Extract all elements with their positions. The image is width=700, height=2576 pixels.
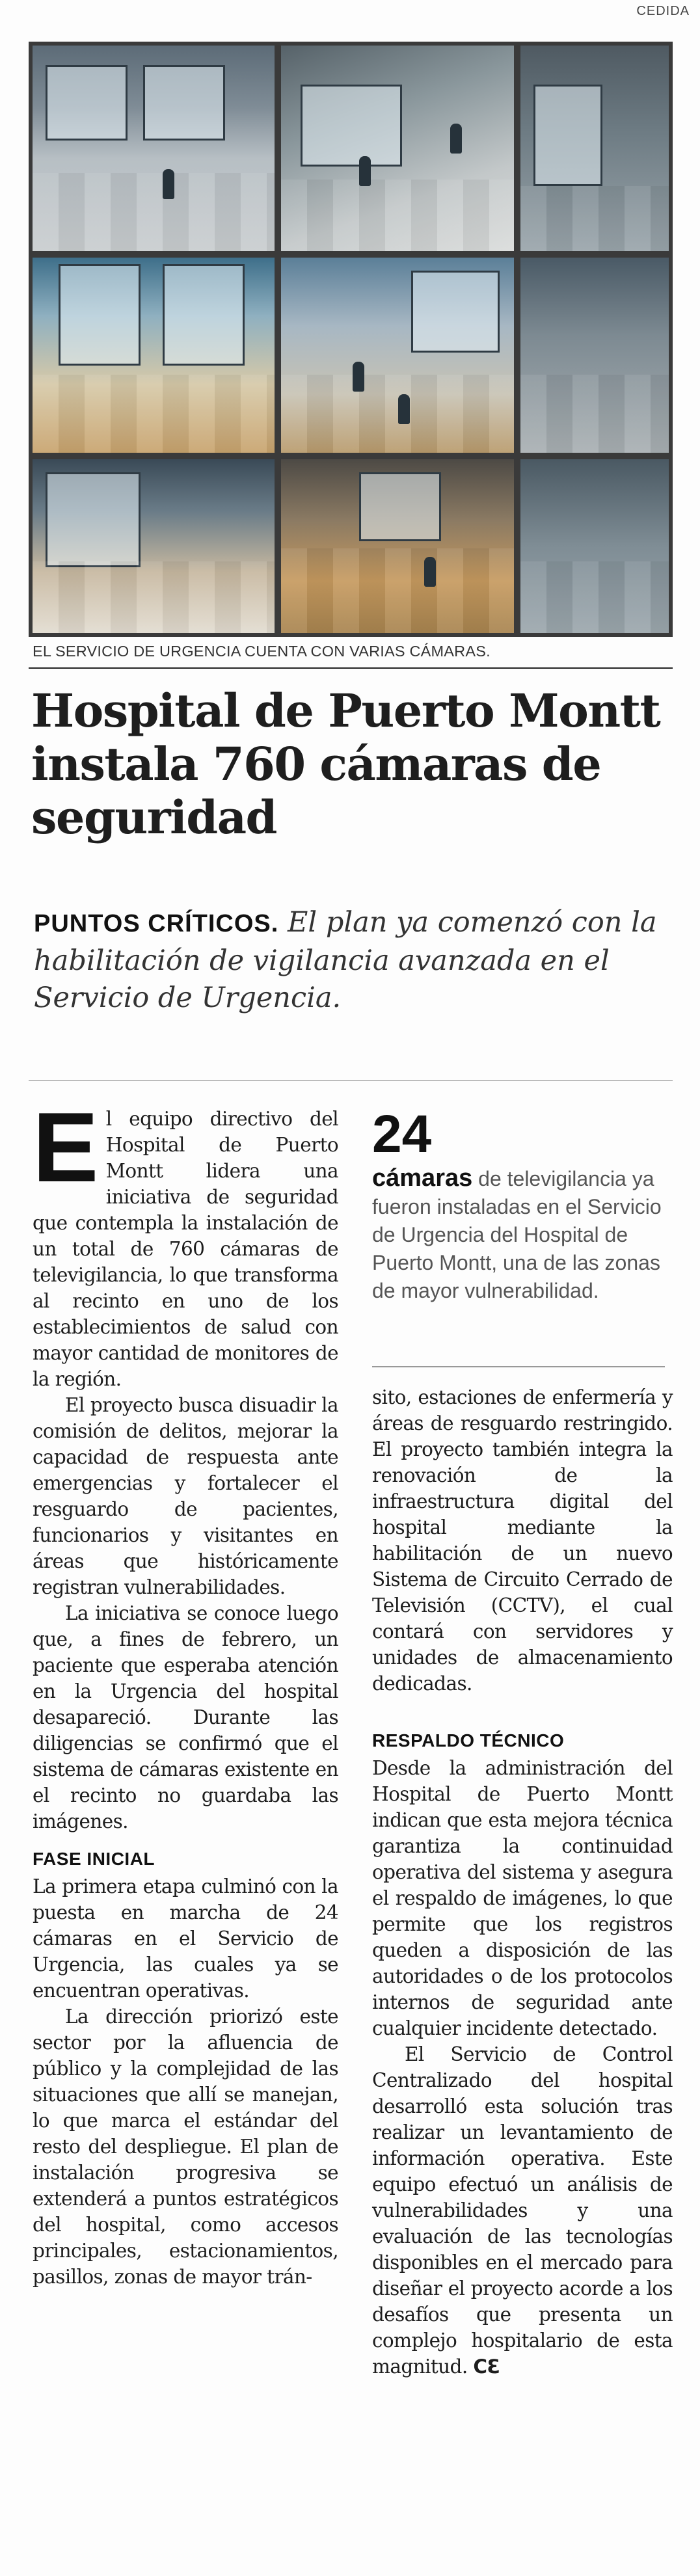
cctv-photo [29, 42, 673, 637]
subhead-fase-inicial: FASE INICIAL [33, 1849, 155, 1869]
camera-feed [281, 46, 514, 251]
camera-feed [33, 46, 275, 251]
photo-credit: CEDIDA [636, 4, 690, 18]
photo-caption: EL SERVICIO DE URGENCIA CUENTA CON VARIAS CÁMARAS. [33, 643, 491, 660]
camera-feed [281, 258, 514, 453]
camera-feed [520, 459, 669, 633]
caption-divider [29, 667, 673, 669]
stat-box [372, 1105, 673, 1305]
stat-number: 24 [372, 1105, 432, 1164]
stat-text: de televigilancia ya fueron instaladas en el Servicio de Urgencia del Hospital de Puerto Montt, una de las zonas de mayor vulnerabilidad. [372, 1167, 662, 1302]
paragraph: El proyecto busca disuadir la comisión de delitos, mejorar la capacidad de respuesta ante emergencias y fortalecer el resguardo de pacientes, funcionarios y visitantes en áreas que históricamente registran vulnerabilidades. [33, 1394, 338, 1598]
paragraph: La primera etapa culminó con la puesta en marcha de 24 cámaras en el Servicio de Urgencia, las cuales ya se encuentran operativas. [33, 1875, 338, 2002]
camera-feed [33, 459, 275, 633]
stat-highlight: cámaras [372, 1164, 473, 1192]
camera-feed [520, 258, 669, 453]
kicker: PUNTOS CRÍTICOS. [34, 910, 279, 937]
paragraph: El equipo directivo del Hospital de Puerto Montt lidera una iniciativa de seguridad que contempla la instalación de un total de 760 cámaras de televigilancia, lo que transforma al recinto en uno de los establecimientos de salud con mayor cantidad de monitores de la región. [33, 1092, 338, 1390]
paragraph: La dirección priorizó este sector por la afluencia de público y la complejidad de las situaciones que allí se manejan, lo que marca el estándar del resto del despliegue. El plan de instalación progresiva se extenderá a puntos estratégicos del hospital, como accesos principales, estacionamientos, pasillos, zonas de mayor trán- [33, 2006, 338, 2288]
paragraph: sito, estaciones de enfermería y áreas de resguardo restringido. El proyecto también integra la renovación de la infraestructura digital del hospital mediante la habilitación de un nuevo Sistema de Circuito Cerrado de Televisión (CCTV), el cual contará con servidores y unidades de almacenamiento dedicadas. [372, 1386, 673, 1695]
camera-feed [281, 459, 514, 633]
lead: El plan ya comenzó con la habilitación de vigilancia avanzada en el Servicio de Urgencia. [34, 906, 657, 1014]
subhead-respaldo-tecnico: RESPALDO TÉCNICO [372, 1730, 565, 1751]
camera-feed [520, 46, 669, 251]
dropcap: E [33, 1092, 98, 1203]
headline: Hospital de Puerto Montt instala 760 cámaras de seguridad [31, 684, 660, 844]
end-mark: CƐ [473, 2355, 500, 2378]
paragraph: Desde la administración del Hospital de Puerto Montt indican que esta mejora técnica garantiza la continuidad operativa del sistema y asegura el respaldo de imágenes, lo que permite que los registros queden a disposición de las autoridades o de los protocolos internos de seguridad ante cualquier incidente detectado. [372, 1757, 673, 2039]
camera-feed [33, 258, 275, 453]
deck [34, 904, 671, 1017]
paragraph: El Servicio de Control Centralizado del hospital desarrolló esta solución tras realizar un levantamiento de información operativa. Este equipo efectuó un análisis de vulnerabilidades y una evaluación de las tecnologías disponibles en el mercado para diseñar el proyecto acorde a los desafíos que presenta un complejo hospitalario de esta magnitud. CƐ [372, 2043, 673, 2378]
paragraph: La iniciativa se conoce luego que, a fines de febrero, un paciente que esperaba atención en la Urgencia del hospital desapareció. Durante las diligencias se confirmó que el sistema de cámaras existente en el recinto no guardaba las imágenes. [33, 1602, 338, 1832]
column-1 [33, 1092, 338, 2290]
stat-divider [372, 1366, 665, 1367]
column-2 [372, 1384, 673, 2380]
